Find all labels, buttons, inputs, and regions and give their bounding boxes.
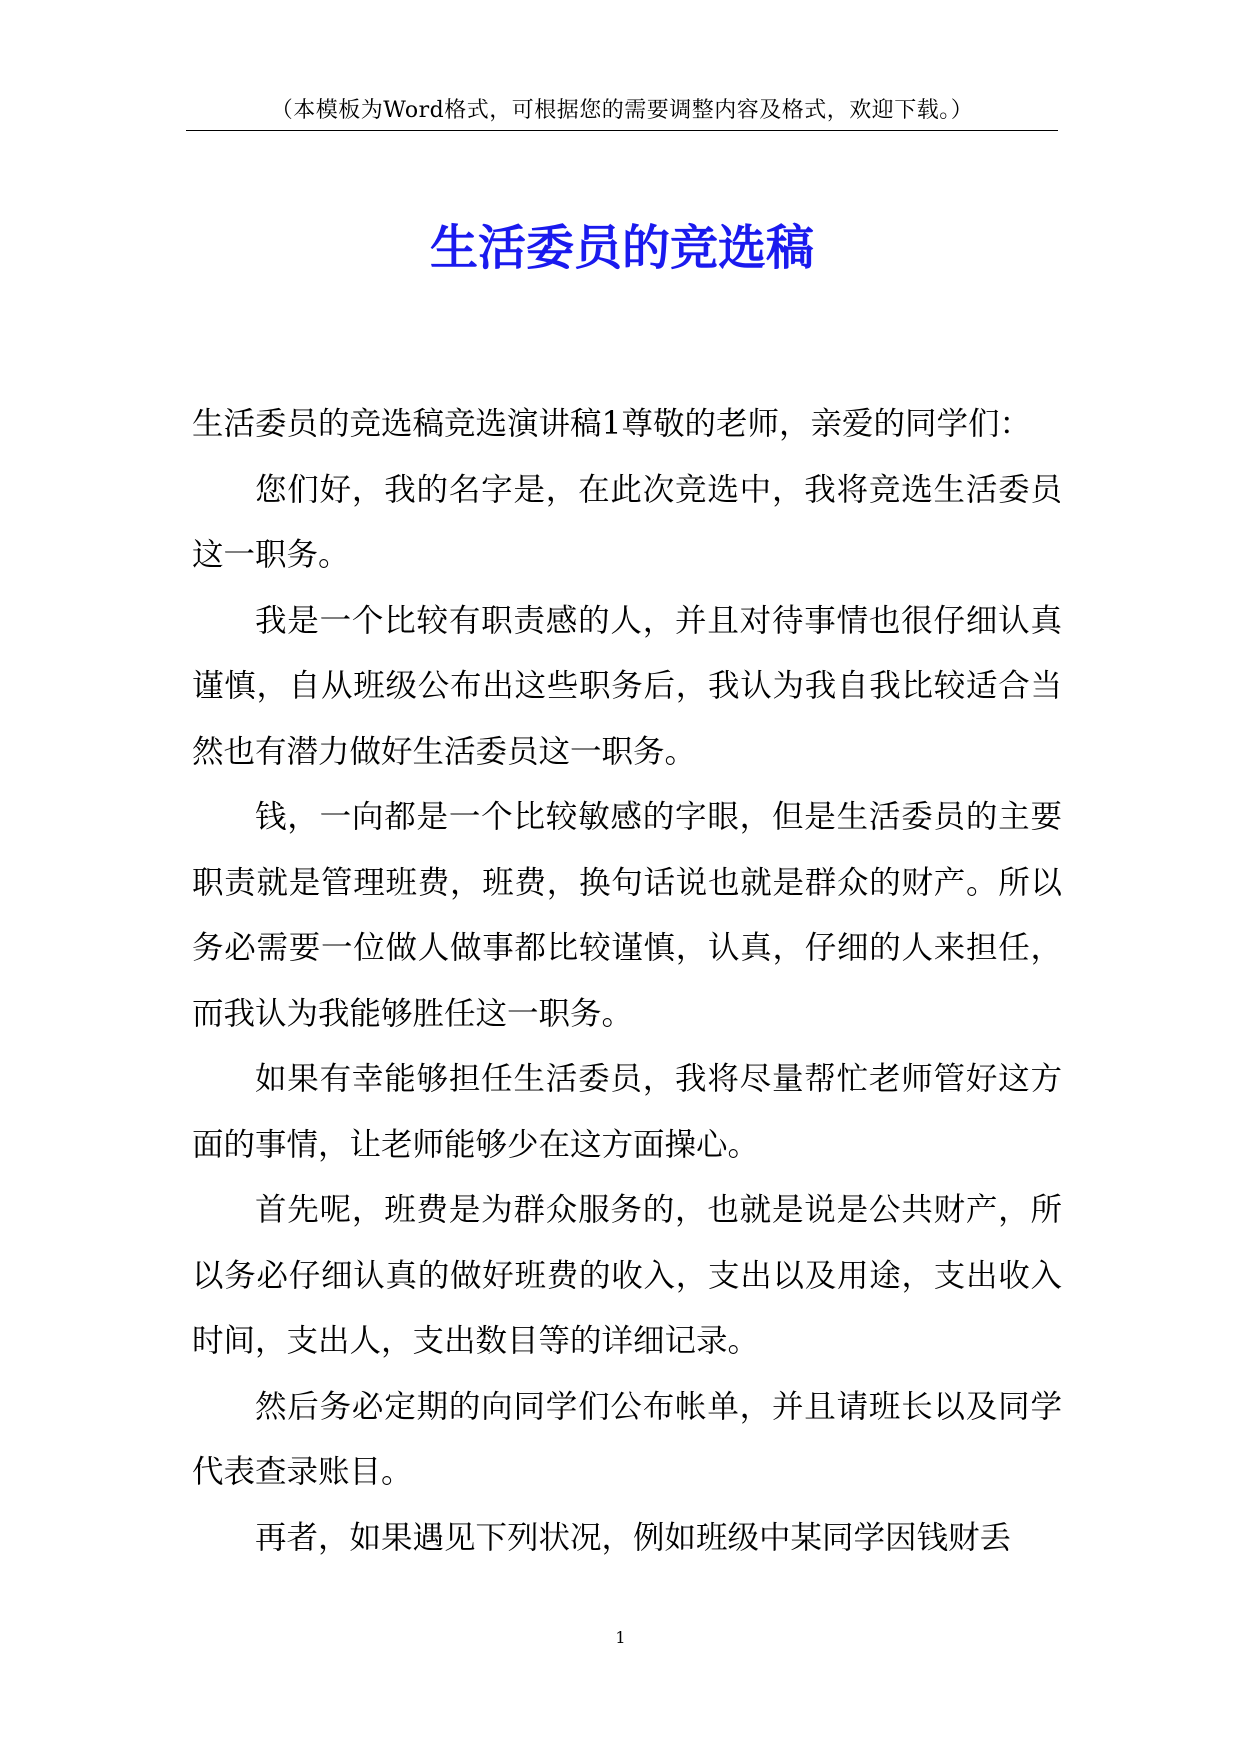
paragraph-4: 钱，一向都是一个比较敏感的字眼，但是生活委员的主要职责就是管理班费，班费，换句话说也就是群众的财产。所以务必需要一位做人做事都比较谨慎，认真，仔细的人来担任，而我认为我能够胜任这一职务。 — [192, 799, 1062, 1032]
paragraph-7: 然后务必定期的向同学们公布帐单，并且请班长以及同学代表查录账目。 — [192, 1388, 1062, 1490]
paragraph-1: 生活委员的竞选稿竞选演讲稿1尊敬的老师，亲爱的同学们： — [192, 406, 1032, 442]
paragraph-8: 再者，如果遇见下列状况，例如班级中某同学因钱财丢 — [255, 1519, 1012, 1556]
paragraph-5: 如果有幸能够担任生活委员，我将尽量帮忙老师管好这方面的事情，让老师能够少在这方面操心。 — [192, 1061, 1062, 1163]
document-title: 生活委员的竞选稿 — [429, 220, 814, 276]
page-number: 1 — [615, 1628, 626, 1647]
header-note: （本模板为Word格式，可根据您的需要调整内容及格式，欢迎下载。） — [270, 98, 974, 123]
header-divider — [186, 130, 1058, 131]
paragraph-2: 您们好，我的名字是，在此次竞选中，我将竞选生活委员这一职务。 — [192, 471, 1062, 573]
document-body — [192, 392, 1062, 1571]
paragraph-6: 首先呢，班费是为群众服务的，也就是说是公共财产，所以务必仔细认真的做好班费的收入，支出以及用途，支出收入时间，支出人，支出数目等的详细记录。 — [192, 1192, 1062, 1359]
paragraph-3: 我是一个比较有职责感的人，并且对待事情也很仔细认真谨慎，自从班级公布出这些职务后，我认为我自我比较适合当然也有潜力做好生活委员这一职务。 — [192, 602, 1062, 770]
